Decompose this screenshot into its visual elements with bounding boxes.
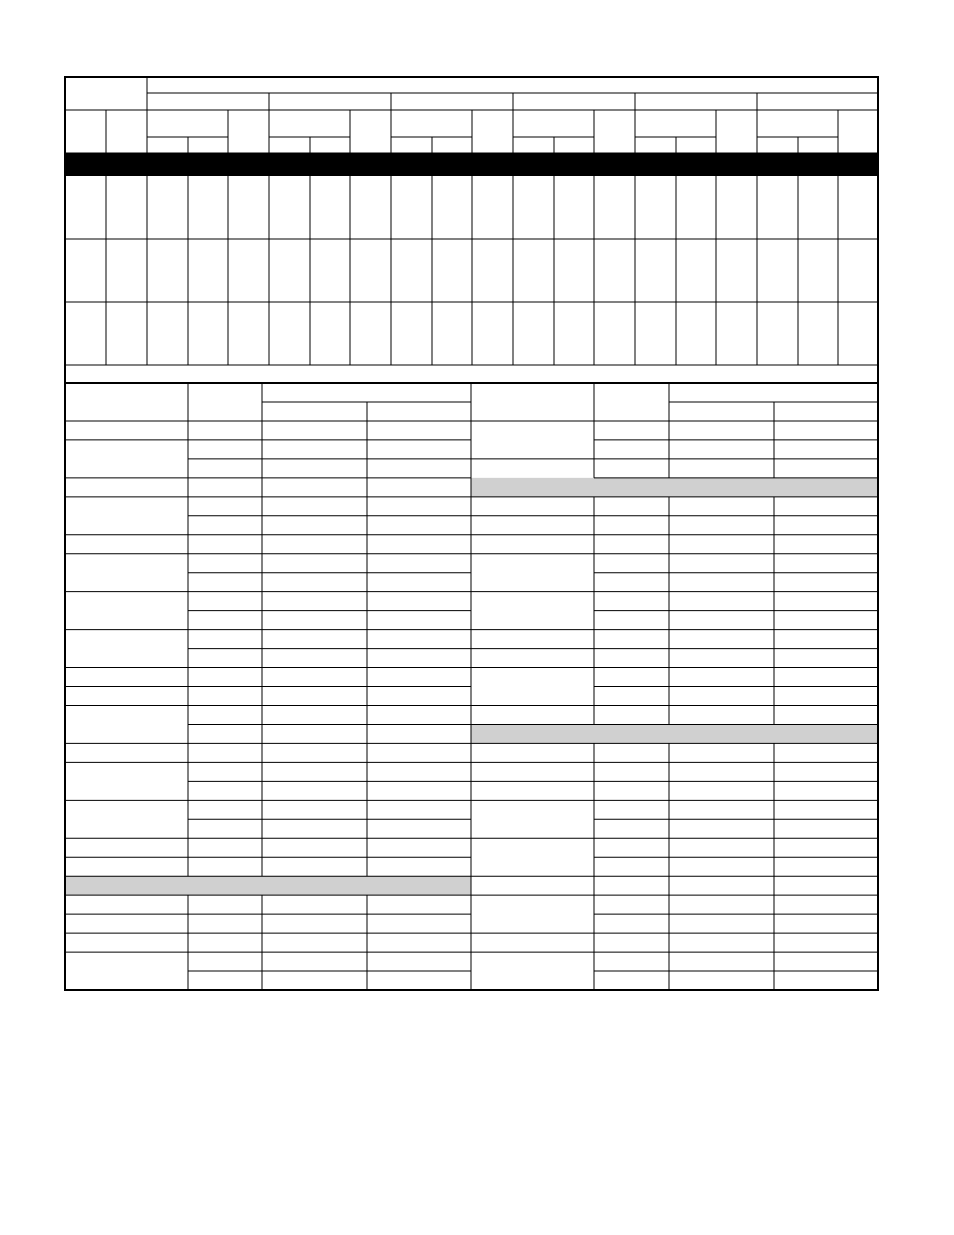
header-band	[65, 153, 878, 176]
right-section-band	[471, 724, 878, 743]
lower-specification-table	[65, 383, 878, 990]
left-section-band	[65, 876, 471, 895]
upper-performance-table	[65, 77, 878, 383]
right-section-band	[471, 478, 878, 497]
